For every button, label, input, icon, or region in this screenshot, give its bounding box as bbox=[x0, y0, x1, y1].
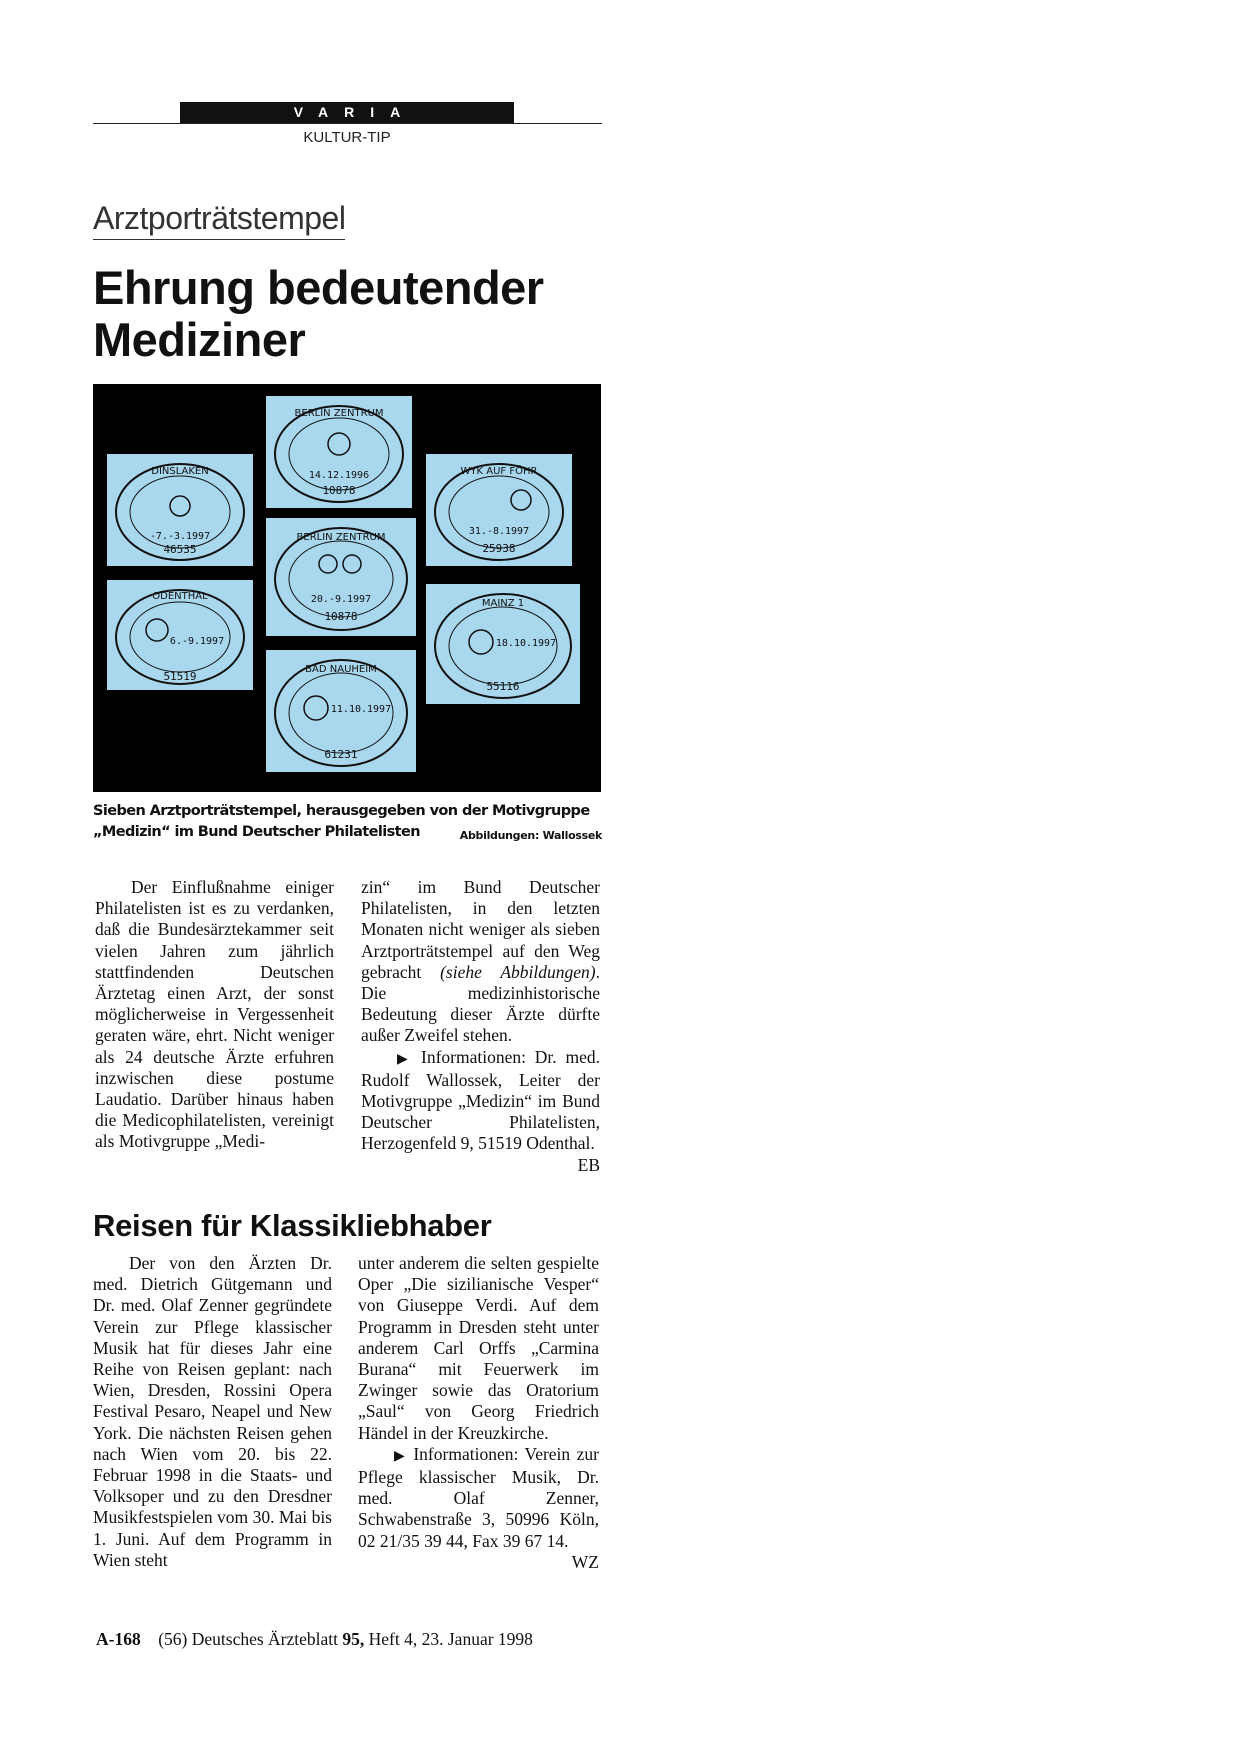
postmark-illustration bbox=[266, 396, 412, 508]
stamp-zip: 61231 bbox=[324, 748, 358, 761]
stamp-card bbox=[426, 584, 580, 704]
figure-reference: (siehe Abbildungen) bbox=[440, 961, 596, 982]
article1-column-2 bbox=[361, 877, 600, 1176]
page-footer bbox=[96, 1629, 533, 1650]
postmark-illustration bbox=[266, 650, 416, 772]
article2-title: Reisen für Klassikliebhaber bbox=[93, 1208, 492, 1243]
stamp-photo bbox=[93, 384, 601, 792]
stamp-date: 20.-9.1997 bbox=[310, 594, 372, 605]
issue: Heft 4, 23. Januar 1998 bbox=[368, 1629, 533, 1649]
footer-paren: (56) bbox=[158, 1629, 188, 1649]
stamp-zip: 46535 bbox=[163, 543, 197, 556]
page-number: A-168 bbox=[96, 1629, 141, 1649]
photo-caption bbox=[93, 801, 602, 846]
article-kicker: Arztporträtstempel bbox=[93, 200, 345, 240]
section-label: VARIA bbox=[180, 102, 514, 123]
stamp-date: 18.10.1997 bbox=[495, 638, 557, 649]
stamp-card bbox=[107, 454, 253, 566]
article-headline: Ehrung bedeutender Mediziner bbox=[93, 261, 544, 366]
stamp-card bbox=[266, 396, 412, 508]
stamp-date: 14.12.1996 bbox=[308, 470, 370, 481]
stamp-zip: 10878 bbox=[324, 610, 358, 623]
arrow-icon: ▶ bbox=[394, 1448, 407, 1464]
stamp-place: ODENTHAL bbox=[152, 591, 208, 602]
stamp-zip: 51519 bbox=[163, 670, 197, 683]
info-paragraph bbox=[358, 1443, 599, 1572]
info-paragraph bbox=[361, 1046, 600, 1175]
article1-column-1 bbox=[95, 877, 334, 1153]
header-rule bbox=[93, 123, 602, 124]
paragraph: Der von den Ärzten Dr. med. Dietrich Gütgemann und Dr. med. Olaf Zenner gegründete Verein zur Pflege klassischer Musik hat für dieses Jahr eine Reihe von Reisen geplant: nach Wien, Dresden, Rossini Opera Festival Pesaro, Neapel und New York. Die nächsten Reisen gehen nach Wien vom 20. bis 22. Februar 1998 in die Staats- und Volksoper und zu den Dresdner Musikfestspielen vom 30. Mai bis 1. Juni. Auf dem Programm in Wien steht bbox=[93, 1253, 332, 1570]
paragraph: Der Einflußnahme einiger Philatelisten ist es zu verdanken, daß die Bundesärztekammer seit vielen Jahren zum jährlich stattfindenden Deutschen Ärztetag einen Arzt, der sonst möglicherweise in Vergessenheit geraten wäre, ehrt. Nicht weniger als 24 deutsche Ärzte erfuhren inzwischen diese postume Laudatio. Darüber hinaus haben die Medicophilatelisten, vereinigt als Motivgruppe „Medi- bbox=[95, 877, 334, 1152]
info-label: Informationen: bbox=[421, 1046, 526, 1067]
stamp-zip: 25938 bbox=[482, 542, 516, 555]
stamp-zip: 55116 bbox=[486, 680, 520, 693]
postmark-illustration bbox=[426, 454, 572, 566]
info-label: Informationen: bbox=[413, 1443, 519, 1464]
volume: 95, bbox=[342, 1629, 365, 1649]
stamp-place: BAD NAUHEIM bbox=[305, 664, 377, 675]
stamp-date: 31.-8.1997 bbox=[468, 526, 530, 537]
info-text: Verein zur Pflege klassischer Musik, Dr. med. Olaf Zenner, Schwabenstraße 3, 50996 Köln, 02 21/35 39 44, Fax 39 67 14. bbox=[358, 1443, 599, 1551]
stamp-place: WYK AUF FÖHR bbox=[460, 466, 538, 477]
stamp-card bbox=[266, 650, 416, 772]
stamp-zip: 10878 bbox=[322, 484, 356, 497]
stamp-card bbox=[266, 518, 416, 636]
stamp-place: MAINZ 1 bbox=[481, 598, 525, 609]
postmark-illustration bbox=[107, 580, 253, 690]
photo-credit: Abbildungen: Wallossek bbox=[459, 829, 602, 842]
author-signature: WZ bbox=[571, 1551, 599, 1572]
stamp-date: 11.10.1997 bbox=[330, 704, 392, 715]
info-text: Dr. med. Rudolf Wallossek, Leiter der Motivgruppe „Medizin“ im Bund Deutscher Philatelisten, Herzogenfeld 9, 51519 Odenthal. bbox=[361, 1046, 600, 1154]
stamp-card bbox=[426, 454, 572, 566]
postmark-illustration bbox=[107, 454, 253, 566]
stamp-date: -7.-3.1997 bbox=[149, 531, 211, 542]
paragraph: unter anderem die selten gespielte Oper „Die sizilianische Vesper“ von Giuseppe Verdi. Auf dem Programm in Dresden steht unter anderem Carl Orffs „Carmina Burana“ mit Feuerwerk im Zwinger sowie das Oratorium „Saul“ von Georg Friedrich Händel in der Kreuzkirche. bbox=[358, 1253, 599, 1443]
subsection-label: KULTUR-TIP bbox=[303, 129, 391, 146]
arrow-icon: ▶ bbox=[397, 1051, 413, 1067]
stamp-card bbox=[107, 580, 253, 690]
stamp-place: DINSLAKEN bbox=[151, 466, 209, 477]
stamp-place: BERLIN ZENTRUM bbox=[294, 408, 384, 419]
stamp-date: 6.-9.1997 bbox=[169, 636, 225, 647]
article2-column-1 bbox=[93, 1253, 332, 1571]
stamp-place: BERLIN ZENTRUM bbox=[296, 532, 386, 543]
postmark-illustration bbox=[426, 584, 580, 704]
journal-name: Deutsches Ärzteblatt bbox=[191, 1629, 339, 1649]
article2-column-2 bbox=[358, 1253, 599, 1573]
postmark-illustration bbox=[266, 518, 416, 636]
caption-text: Sieben Arztporträtstempel, herausgegeben von der Motivgruppe „Medizin“ im Bund Deutscher Philatelisten bbox=[93, 803, 590, 840]
author-signature: EB bbox=[577, 1154, 600, 1175]
paragraph: zin“ im Bund Deutscher Philatelisten, in den letzten Monaten nicht weniger als sieben Arztporträtstempel auf den Weg gebracht (siehe Abbildungen). Die medizinhistorische Bedeutung dieser Ärzte dürfte außer Zweifel stehen. bbox=[361, 877, 600, 1046]
